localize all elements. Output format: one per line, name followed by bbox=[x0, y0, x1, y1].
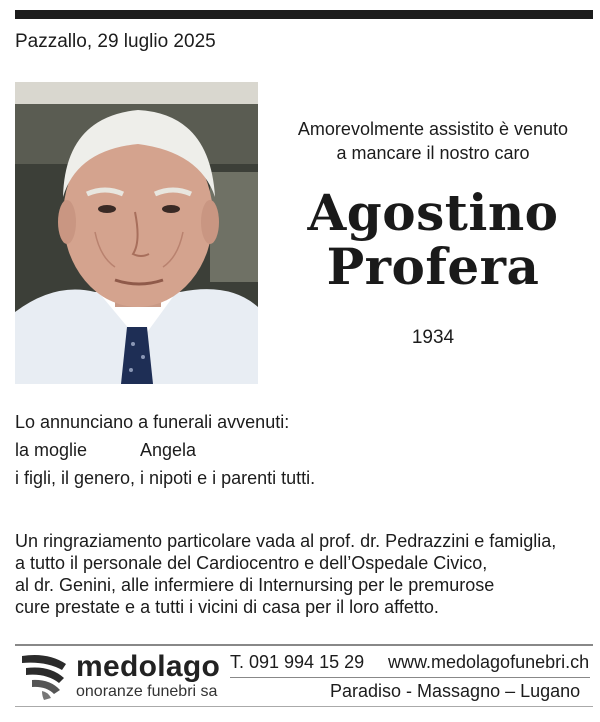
deceased-name bbox=[272, 183, 594, 296]
footer-inner-divider bbox=[230, 677, 590, 678]
logo-name: medolago bbox=[76, 650, 221, 683]
announce-line: Lo annunciano a funerali avvenuti: bbox=[15, 412, 290, 432]
portrait-photo bbox=[15, 82, 258, 384]
wife-row bbox=[15, 436, 315, 464]
thanks-line: Un ringraziamento particolare vada al prof. dr. Pedrazzini e famiglia, bbox=[15, 531, 557, 551]
wife-name: Angela bbox=[140, 440, 197, 460]
first-name: Agostino bbox=[307, 183, 559, 242]
logo-mark-icon bbox=[20, 652, 70, 702]
announcement bbox=[15, 408, 315, 492]
medolago-logo bbox=[20, 652, 220, 704]
intro-text bbox=[272, 117, 594, 165]
bottom-rule bbox=[15, 706, 593, 707]
locations: Paradiso - Massagno – Lugano bbox=[330, 681, 581, 701]
family-line: i figli, il genero, i nipoti e i parenti tutti. bbox=[15, 468, 316, 488]
website-link[interactable]: www.medolagofunebri.ch bbox=[388, 652, 590, 672]
top-rule bbox=[15, 10, 593, 19]
intro-line: a mancare il nostro caro bbox=[336, 143, 530, 163]
thanks-paragraph bbox=[15, 530, 590, 618]
phone-number: T. 091 994 15 29 bbox=[230, 652, 365, 672]
thanks-line: a tutto il personale del Cardiocentro e dell’Ospedale Civico, bbox=[15, 553, 488, 573]
thanks-line: al dr. Genini, alle infermiere di Internursing per le premurose bbox=[15, 575, 495, 595]
thanks-line: cure prestate e a tutti i vicini di casa per il loro affetto. bbox=[15, 597, 439, 617]
birth-year: 1934 bbox=[411, 327, 455, 348]
footer-divider bbox=[15, 644, 593, 646]
place-date: Pazzallo, 29 luglio 2025 bbox=[15, 31, 216, 52]
wife-role: la moglie bbox=[15, 440, 88, 460]
last-name: Profera bbox=[326, 237, 540, 296]
intro-line: Amorevolmente assistito è venuto bbox=[297, 119, 569, 139]
logo-subtitle: onoranze funebri sa bbox=[76, 683, 218, 700]
